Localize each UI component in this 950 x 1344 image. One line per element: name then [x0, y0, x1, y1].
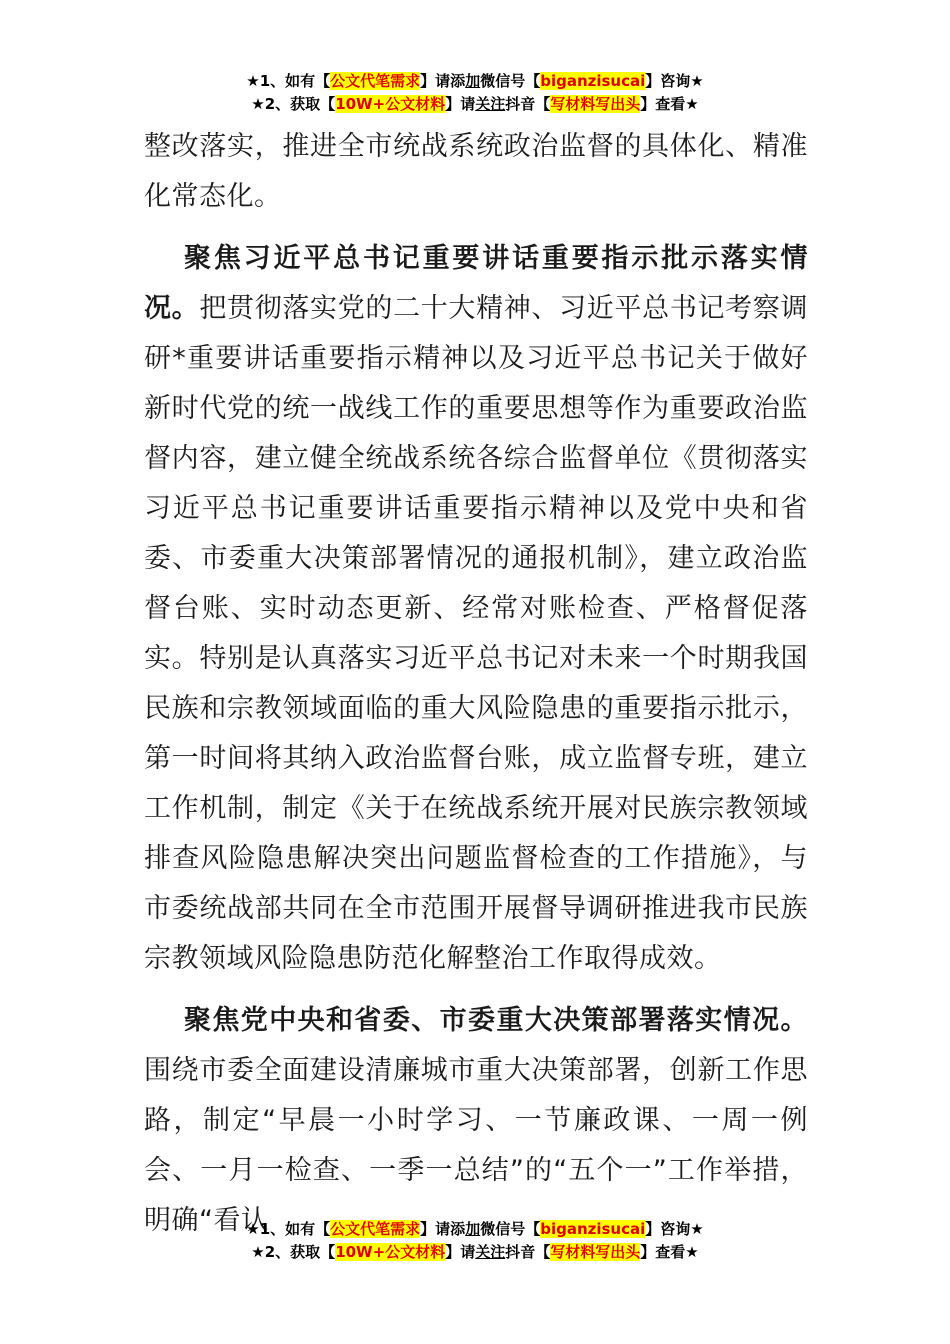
- promo-text: ★1、如有【: [246, 1220, 331, 1238]
- promo-banner-top: [0, 70, 950, 116]
- promo-text: ★2、获取【: [251, 1243, 336, 1261]
- promo-emphasis: 关注: [475, 1243, 506, 1261]
- paragraph-lead: 聚焦习近平总书记重要讲话重要指示批示落实情况。: [144, 243, 808, 324]
- promo-text: 】请添: [420, 72, 466, 90]
- promo-text: 】咨询★: [645, 1220, 704, 1238]
- promo-emphasis: 加: [465, 72, 481, 90]
- promo-highlight: 公文代笔需求: [330, 72, 421, 90]
- promo-highlight: 写材料写出头: [550, 1243, 641, 1261]
- promo-emphasis: 关注: [475, 95, 506, 113]
- promo-banner-bottom: [0, 1218, 950, 1264]
- promo-highlight: 10W+公文材料: [335, 1243, 446, 1261]
- document-body: [144, 122, 808, 1258]
- promo-highlight: biganzisucai: [540, 72, 646, 90]
- promo-highlight: 公文代笔需求: [330, 1220, 421, 1238]
- promo-text: 微信号【: [480, 1220, 541, 1238]
- promo-highlight: biganzisucai: [540, 1220, 646, 1238]
- promo-text: ★1、如有【: [246, 72, 331, 90]
- paragraph-speech-implementation: [144, 234, 808, 984]
- promo-line-2: [0, 93, 950, 116]
- promo-emphasis: 加: [465, 1220, 481, 1238]
- promo-text: ★2、获取【: [251, 95, 336, 113]
- promo-text: 】请添: [420, 1220, 466, 1238]
- paragraph-continuation: 整改落实，推进全市统战系统政治监督的具体化、精准化常态化。: [144, 131, 808, 212]
- paragraph-decision-implementation: [144, 996, 808, 1246]
- promo-text: 】咨询★: [645, 72, 704, 90]
- promo-text: 抖音【: [505, 1243, 551, 1261]
- promo-text: 抖音【: [505, 95, 551, 113]
- promo-text: 微信号【: [480, 72, 541, 90]
- promo-line-1: [0, 70, 950, 93]
- promo-text: 】请: [445, 95, 476, 113]
- promo-text: 】查看★: [640, 1243, 699, 1261]
- paragraph-body: 围绕市委全面建设清廉城市重大决策部署，创新工作思路，制定“早晨一小时学习、一节廉政课、一周一例会、一月一检查、一季一总结”的“五个一”工作举措，明确“看认: [144, 1055, 808, 1236]
- paragraph-lead: 聚焦党中央和省委、市委重大决策部署落实情况。: [184, 1005, 808, 1036]
- promo-text: 】请: [445, 1243, 476, 1261]
- promo-line-1: [0, 1218, 950, 1241]
- promo-line-2: [0, 1241, 950, 1264]
- paragraph-body: 把贯彻落实党的二十大精神、习近平总书记考察调研*重要讲话重要指示精神以及习近平总书记关于做好新时代党的统一战线工作的重要思想等作为重要政治监督内容，建立健全统战系统各综合监督单位《贯彻落实习近平总书记重要讲话重要指示精神以及党中央和省委、市委重大决策部署情况的通报机制》，建立政治监督台账、实时动态更新、经常对账检查、严格督促落实。特别是认真落实习近平总书记对未来一个时期我国民族和宗教领域面临的重大风险隐患的重要指示批示，第一时间将其纳入政治监督台账，成立监督专班，建立工作机制，制定《关于在统战系统开展对民族宗教领域排查风险隐患解决突出问题监督检查的工作措施》，与市委统战部共同在全市范围开展督导调研推进我市民族宗教领域风险隐患防范化解整治工作取得成效。: [144, 293, 809, 974]
- promo-highlight: 10W+公文材料: [335, 95, 446, 113]
- promo-text: 】查看★: [640, 95, 699, 113]
- promo-highlight: 写材料写出头: [550, 95, 641, 113]
